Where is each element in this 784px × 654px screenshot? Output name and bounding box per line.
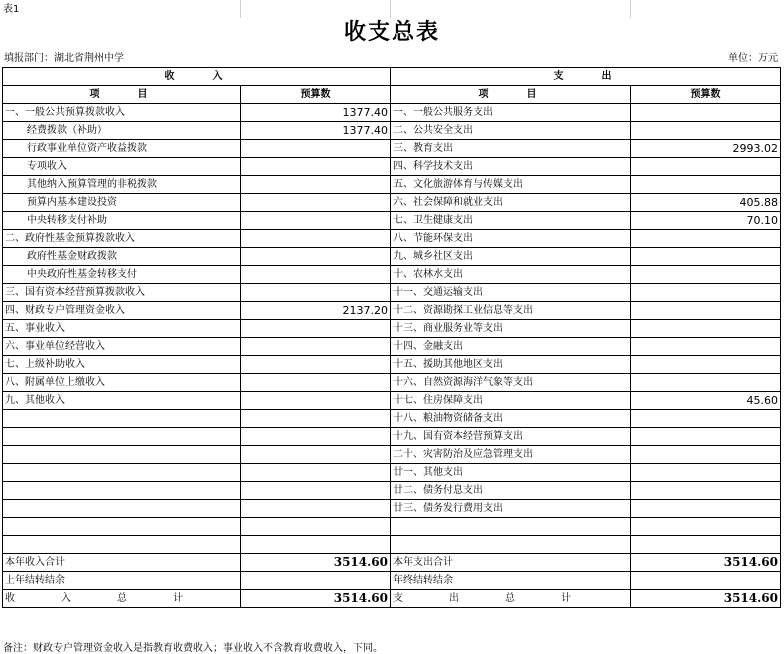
income-value-cell[interactable] <box>241 410 391 428</box>
income-value-cell[interactable] <box>241 446 391 464</box>
income-item-cell[interactable]: 中央转移支付补助 <box>3 212 241 230</box>
expense-item-cell[interactable]: 十九、国有资本经营预算支出 <box>391 428 631 446</box>
income-item-cell[interactable]: 政府性基金财政拨款 <box>3 248 241 266</box>
table-row <box>3 338 781 356</box>
expense-year-total-value[interactable]: 3514.60 <box>631 554 781 572</box>
income-item-cell[interactable] <box>3 410 241 428</box>
expense-value-cell[interactable] <box>631 158 781 176</box>
income-item-header[interactable]: 项 目 <box>3 86 241 104</box>
expense-item-cell[interactable]: 廿三、债务发行费用支出 <box>391 500 631 518</box>
expense-item-cell[interactable]: 十一、交通运输支出 <box>391 284 631 302</box>
income-value-cell[interactable] <box>241 356 391 374</box>
income-item-cell[interactable]: 专项收入 <box>3 158 241 176</box>
column-header-row <box>3 86 781 104</box>
expense-value-cell[interactable] <box>631 356 781 374</box>
income-item-cell[interactable]: 六、事业单位经营收入 <box>3 338 241 356</box>
income-value-cell[interactable] <box>241 482 391 500</box>
expense-header[interactable]: 支 出 <box>391 68 781 86</box>
unit-label[interactable]: 单位：万元 <box>728 53 778 64</box>
income-value-cell[interactable] <box>241 248 391 266</box>
year-total-row <box>3 554 781 572</box>
income-value-cell[interactable]: 2137.20 <box>241 302 391 320</box>
sheet-label[interactable]: 表1 <box>3 4 20 15</box>
table-row <box>3 194 781 212</box>
table-row <box>3 356 781 374</box>
table-row <box>3 410 781 428</box>
income-item-cell[interactable]: 其他纳入预算管理的非税拨款 <box>3 176 241 194</box>
expense-value-cell[interactable] <box>631 176 781 194</box>
expense-value-cell[interactable] <box>631 500 781 518</box>
carryover-row <box>3 572 781 590</box>
income-grand-total-value[interactable]: 3514.60 <box>241 590 391 608</box>
income-item-cell[interactable]: 预算内基本建设投资 <box>3 194 241 212</box>
income-year-total-value[interactable]: 3514.60 <box>241 554 391 572</box>
carryover-in-value[interactable] <box>241 572 391 590</box>
income-value-cell[interactable]: 1377.40 <box>241 122 391 140</box>
income-value-cell[interactable] <box>241 374 391 392</box>
income-value-cell[interactable] <box>241 428 391 446</box>
expense-item-cell[interactable]: 十五、援助其他地区支出 <box>391 356 631 374</box>
income-item-cell[interactable] <box>3 500 241 518</box>
expense-item-cell[interactable]: 二、公共安全支出 <box>391 122 631 140</box>
expense-item-cell[interactable]: 一、一般公共服务支出 <box>391 104 631 122</box>
income-item-cell[interactable]: 中央政府性基金转移支付 <box>3 266 241 284</box>
expense-value-cell[interactable]: 405.88 <box>631 194 781 212</box>
expense-value-cell[interactable] <box>631 230 781 248</box>
income-value-cell[interactable] <box>241 464 391 482</box>
income-value-cell[interactable] <box>241 194 391 212</box>
expense-item-cell[interactable]: 廿二、债务付息支出 <box>391 482 631 500</box>
expense-item-cell[interactable]: 七、卫生健康支出 <box>391 212 631 230</box>
income-value-cell[interactable] <box>241 500 391 518</box>
income-item-cell[interactable]: 七、上级补助收入 <box>3 356 241 374</box>
table-row <box>3 284 781 302</box>
table-row <box>3 446 781 464</box>
expense-value-cell[interactable] <box>631 284 781 302</box>
expense-value-cell[interactable] <box>631 248 781 266</box>
income-value-cell[interactable] <box>241 392 391 410</box>
grid-line <box>240 0 241 18</box>
income-item-cell[interactable] <box>3 518 241 536</box>
income-item-cell[interactable]: 四、财政专户管理资金收入 <box>3 302 241 320</box>
table-row <box>3 428 781 446</box>
expense-item-cell[interactable]: 三、教育支出 <box>391 140 631 158</box>
budget-table <box>2 67 781 608</box>
expense-item-cell[interactable]: 十四、金融支出 <box>391 338 631 356</box>
table-row <box>3 158 781 176</box>
expense-item-cell[interactable]: 十、农林水支出 <box>391 266 631 284</box>
expense-item-header[interactable]: 项 目 <box>391 86 631 104</box>
table-row <box>3 230 781 248</box>
income-item-cell[interactable]: 经费拨款（补助） <box>3 122 241 140</box>
expense-value-cell[interactable] <box>631 482 781 500</box>
income-value-cell[interactable] <box>241 266 391 284</box>
income-item-cell[interactable]: 九、其他收入 <box>3 392 241 410</box>
expense-item-cell[interactable]: 八、节能环保支出 <box>391 230 631 248</box>
table-row <box>3 536 781 554</box>
expense-item-cell[interactable]: 二十、灾害防治及应急管理支出 <box>391 446 631 464</box>
expense-item-cell[interactable] <box>391 518 631 536</box>
table-row <box>3 500 781 518</box>
income-value-cell[interactable] <box>241 212 391 230</box>
expense-grand-total-label[interactable]: 支 出 总 计 <box>391 590 631 608</box>
expense-item-cell[interactable]: 六、社会保障和就业支出 <box>391 194 631 212</box>
expense-item-cell[interactable]: 十七、住房保障支出 <box>391 392 631 410</box>
grid-line <box>630 0 631 18</box>
table-row <box>3 518 781 536</box>
table-row <box>3 302 781 320</box>
income-item-cell[interactable] <box>3 446 241 464</box>
expense-value-cell[interactable] <box>631 302 781 320</box>
income-header[interactable]: 收 入 <box>3 68 391 86</box>
expense-value-cell[interactable] <box>631 518 781 536</box>
table-row <box>3 374 781 392</box>
table-row <box>3 248 781 266</box>
table-row <box>3 266 781 284</box>
expense-value-cell[interactable] <box>631 446 781 464</box>
table-row <box>3 482 781 500</box>
income-item-cell[interactable]: 三、国有资本经营预算拨款收入 <box>3 284 241 302</box>
expense-value-cell[interactable] <box>631 266 781 284</box>
expense-year-total-label[interactable]: 本年支出合计 <box>391 554 631 572</box>
income-item-cell[interactable]: 五、事业收入 <box>3 320 241 338</box>
grand-total-row <box>3 590 781 608</box>
income-value-cell[interactable] <box>241 518 391 536</box>
table-row <box>3 104 781 122</box>
income-item-cell[interactable]: 二、政府性基金预算拨款收入 <box>3 230 241 248</box>
table-row <box>3 140 781 158</box>
expense-value-cell[interactable] <box>631 410 781 428</box>
expense-value-cell[interactable]: 45.60 <box>631 392 781 410</box>
expense-item-cell[interactable]: 四、科学技术支出 <box>391 158 631 176</box>
income-item-cell[interactable] <box>3 482 241 500</box>
expense-item-cell[interactable] <box>391 536 631 554</box>
income-value-cell[interactable]: 1377.40 <box>241 104 391 122</box>
income-value-cell[interactable] <box>241 158 391 176</box>
carryover-out-value[interactable] <box>631 572 781 590</box>
expense-item-cell[interactable]: 十六、自然资源海洋气象等支出 <box>391 374 631 392</box>
income-value-cell[interactable] <box>241 140 391 158</box>
income-grand-total-label[interactable]: 收 入 总 计 <box>3 590 241 608</box>
table-row <box>3 464 781 482</box>
income-item-cell[interactable]: 行政事业单位资产收益拨款 <box>3 140 241 158</box>
expense-budget-header[interactable]: 预算数 <box>631 86 781 104</box>
carryover-out-label[interactable]: 年终结转结余 <box>391 572 631 590</box>
income-item-cell[interactable]: 一、一般公共预算拨款收入 <box>3 104 241 122</box>
table-row <box>3 392 781 410</box>
table-row <box>3 320 781 338</box>
expense-item-cell[interactable]: 五、文化旅游体育与传媒支出 <box>391 176 631 194</box>
expense-value-cell[interactable] <box>631 464 781 482</box>
expense-item-cell[interactable]: 十三、商业服务业等支出 <box>391 320 631 338</box>
expense-value-cell[interactable] <box>631 104 781 122</box>
expense-value-cell[interactable]: 2993.02 <box>631 140 781 158</box>
expense-item-cell[interactable]: 十二、资源勘探工业信息等支出 <box>391 302 631 320</box>
income-value-cell[interactable] <box>241 536 391 554</box>
income-budget-header[interactable]: 预算数 <box>241 86 391 104</box>
expense-item-cell[interactable]: 十八、粮油物资储备支出 <box>391 410 631 428</box>
income-item-cell[interactable]: 八、附属单位上缴收入 <box>3 374 241 392</box>
income-value-cell[interactable] <box>241 230 391 248</box>
expense-value-cell[interactable] <box>631 536 781 554</box>
footnote[interactable]: 备注：财政专户管理资金收入是指教育收费收入；事业收入不含教育收费收入，下同。 <box>3 643 383 654</box>
expense-value-cell[interactable] <box>631 338 781 356</box>
income-item-cell[interactable] <box>3 536 241 554</box>
income-value-cell[interactable] <box>241 320 391 338</box>
expense-value-cell[interactable] <box>631 374 781 392</box>
carryover-in-label[interactable]: 上年结转结余 <box>3 572 241 590</box>
expense-value-cell[interactable] <box>631 122 781 140</box>
expense-grand-total-value[interactable]: 3514.60 <box>631 590 781 608</box>
income-value-cell[interactable] <box>241 338 391 356</box>
expense-item-cell[interactable]: 九、城乡社区支出 <box>391 248 631 266</box>
income-year-total-label[interactable]: 本年收入合计 <box>3 554 241 572</box>
table-title[interactable]: 收支总表 <box>343 20 440 45</box>
expense-value-cell[interactable]: 70.10 <box>631 212 781 230</box>
expense-value-cell[interactable] <box>631 428 781 446</box>
section-header-row <box>3 68 781 86</box>
table-row <box>3 122 781 140</box>
reporting-unit[interactable]: 填报部门：湖北省荆州中学 <box>4 53 124 64</box>
expense-value-cell[interactable] <box>631 320 781 338</box>
expense-item-cell[interactable]: 廿一、其他支出 <box>391 464 631 482</box>
table-row <box>3 176 781 194</box>
income-value-cell[interactable] <box>241 284 391 302</box>
income-item-cell[interactable] <box>3 464 241 482</box>
income-item-cell[interactable] <box>3 428 241 446</box>
grid-line <box>390 0 391 18</box>
table-row <box>3 212 781 230</box>
income-value-cell[interactable] <box>241 176 391 194</box>
